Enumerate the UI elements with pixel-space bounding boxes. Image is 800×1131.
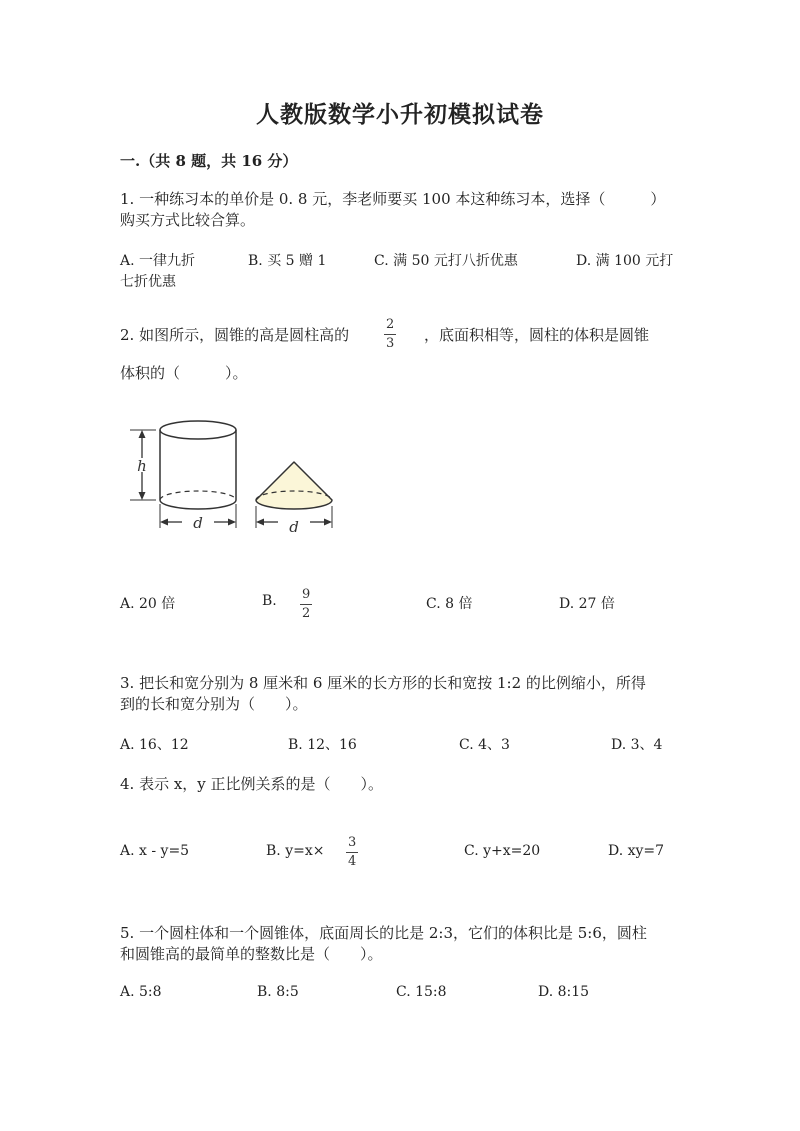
fraction-denominator: 4	[348, 854, 357, 869]
cylinder-diameter-label: d	[193, 514, 203, 532]
section-heading: 一.（共 8 题，共 16 分）	[120, 152, 298, 170]
cone-shape	[256, 462, 332, 509]
fraction-numerator: 3	[348, 835, 357, 850]
question-1-option-d: D. 满 100 元打	[576, 253, 674, 269]
question-3-option-b: B. 12、16	[288, 737, 357, 753]
height-label: h	[137, 457, 147, 475]
question-4-option-d: D. xy=7	[608, 843, 665, 859]
question-2-option-a: A. 20 倍	[120, 596, 176, 612]
question-2-option-b-fraction	[300, 588, 312, 621]
question-2-option-c: C. 8 倍	[426, 596, 473, 612]
question-2-option-d: D. 27 倍	[559, 596, 615, 612]
fraction-bar	[300, 604, 312, 605]
question-1-text-line1: 1. 一种练习本的单价是 0. 8 元，李老师要买 100 本这种练习本，选择（ ）	[120, 190, 666, 208]
question-1-text-line2: 购买方式比较合算。	[120, 211, 256, 229]
question-2-fraction	[384, 318, 396, 351]
question-3-option-c: C. 4、3	[459, 737, 510, 753]
question-5-option-d: D. 8:15	[538, 984, 590, 1000]
question-3-option-a: A. 16、12	[120, 737, 189, 753]
fraction-numerator: 9	[302, 587, 311, 602]
question-4-option-c: C. y+x=20	[464, 843, 541, 859]
fraction-bar	[346, 852, 358, 853]
question-4-option-a: A. x - y=5	[120, 843, 190, 859]
fraction-numerator: 2	[386, 317, 395, 332]
cone-diameter-label: d	[289, 518, 299, 536]
page-title: 人教版数学小升初模拟试卷	[256, 101, 544, 128]
question-5-text-line1: 5. 一个圆柱体和一个圆锥体，底面周长的比是 2:3，它们的体积比是 5:6，圆柱	[120, 924, 647, 942]
question-5-option-c: C. 15:8	[396, 984, 447, 1000]
cylinder-cone-figure	[120, 410, 350, 545]
question-1-option-a: A. 一律九折	[120, 253, 196, 269]
question-2-text-line2: 体积的（ ）。	[120, 364, 248, 382]
question-5-option-b: B. 8:5	[257, 984, 299, 1000]
question-1-option-c: C. 满 50 元打八折优惠	[374, 253, 518, 269]
question-4-text: 4. 表示 x，y 正比例关系的是（ ）。	[120, 775, 384, 793]
question-4-option-b: B. y=x×	[266, 843, 325, 859]
cylinder-shape	[160, 421, 236, 509]
question-2-text-pre: 2. 如图所示，圆锥的高是圆柱高的	[120, 326, 350, 344]
question-5-text-line2: 和圆锥高的最简单的整数比是（ ）。	[120, 945, 383, 963]
fraction-bar	[384, 334, 396, 335]
question-3-text-line2: 到的长和宽分别为（ ）。	[120, 695, 308, 713]
fraction-denominator: 3	[386, 336, 395, 351]
question-2-option-b: B.	[262, 593, 277, 609]
question-3-option-d: D. 3、4	[611, 737, 663, 753]
question-1-option-d-continued: 七折优惠	[120, 274, 176, 290]
question-2-text-post: ，底面积相等，圆柱的体积是圆锥	[424, 326, 650, 344]
question-5-option-a: A. 5:8	[120, 984, 162, 1000]
question-3-text-line1: 3. 把长和宽分别为 8 厘米和 6 厘米的长方形的长和宽按 1:2 的比例缩小，所得	[120, 674, 646, 692]
question-4-option-b-fraction	[346, 836, 358, 869]
question-1-option-b: B. 买 5 赠 1	[248, 253, 327, 269]
fraction-denominator: 2	[302, 606, 311, 621]
